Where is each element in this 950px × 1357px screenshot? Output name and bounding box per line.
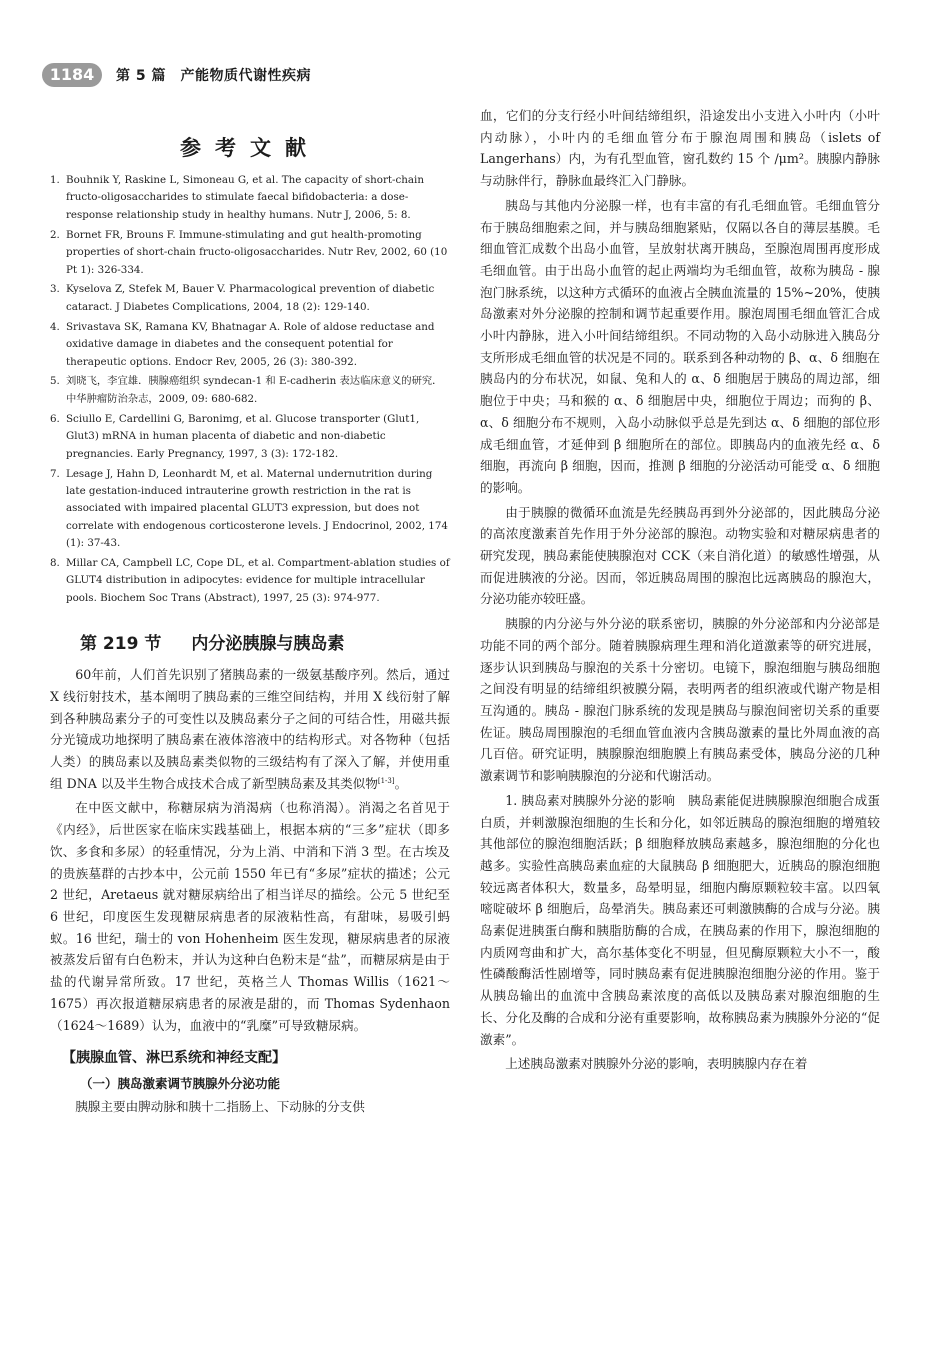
reference-item (50, 227, 450, 279)
section-title (50, 624, 450, 664)
reference-item (50, 411, 450, 463)
reference-number: 3. (50, 283, 60, 296)
reference-item (50, 373, 450, 408)
reference-item (50, 466, 450, 553)
reference-number: 4. (50, 320, 60, 333)
reference-number: 2. (50, 228, 60, 241)
reference-item (50, 172, 450, 224)
paragraph: 由于胰腺的微循环血流是先经胰岛再到外分泌部的，因此胰岛分泌的高浓度激素首先作用于外分泌部的腺泡。动物实验和对糖尿病患者的研究发现，胰岛素能使胰腺泡对 CCK（来自消化道）的敏感性增强，从而促进胰液的分泌。因而，邻近胰岛周围的腺泡比远离胰岛的腺泡大，分泌功能亦较旺盛。 (480, 504, 880, 607)
page-number-badge: 1184 (42, 63, 102, 87)
reference-text: Srivastava SK, Ramana KV, Bhatnagar A. Role of aldose reductase and oxidative damage in diabetes and the consequent potential for therapeutic options. Endocr Rev, 2005, 26 (3): 380-392. (66, 320, 435, 368)
reference-number: 7. (50, 467, 60, 480)
paragraph: 1. 胰岛素对胰腺外分泌的影响 胰岛素能促进胰腺腺泡细胞合成蛋白质，并刺激腺泡细胞的生长和分化，如邻近胰岛的腺泡细胞的增殖较其他部位的腺泡细胞活跃；β 细胞释放胰岛素越多，腺泡细胞的分化也越多。实验性高胰岛素血症的大鼠胰岛 β 细胞肥大，近胰岛的腺泡细胞较远离者体积大，数量多，岛晕明显，细胞内酶原颗粒较丰富。以四氧嘧啶破坏 β 细胞后，岛晕消失。胰岛素还可刺激胰酶的合成与分泌。胰岛素促进胰蛋白酶和胰脂肪酶的合成，在胰岛素的作用下，腺泡细胞的内质网弯曲和扩大，高尔基体变化不明显，但见酶原颗粒大小不一，酸性磷酸酶活性剧增等，同时胰岛素有促进胰腺泡细胞分泌的作用。鉴于从胰岛输出的血流中含胰岛素浓度的高低以及胰岛素对腺泡细胞的生长、分化及酶的合成和分泌有重要影响，故称胰岛素为胰腺外分泌的“促激素”。 (480, 792, 880, 1047)
paragraph: 在中医文献中，称糖尿病为消渴病（也称消渴）。消渴之名首见于《内经》，后世医家在临床实践基础上，根据本病的“三多”症状（即多饮、多食和多尿）的轻重情况，分为上消、中消和下消 3 型。在古埃及的贵族墓群的古抄本中，公元前 1550 年已有“多尿”症状的描述；公元 2 世纪，Aretaeus 就对糖尿病给出了相当详尽的描绘。公元 5 世纪至 6 世纪，印度医生发现糖尿病患者的尿液粘性高，有甜味，易吸引蚂蚁。16 世纪，瑞士的 von Hohenheim 医生发现，糖尿病患者的尿液被蒸发后留有白色粉末，并认为这种白色粉末是“盐”，而糖尿病是由于盐的代谢异常所致。17 世纪，英格兰人 Thomas Willis（1621～1675）再次报道糖尿病患者的尿液是甜的，而 Thomas Sydenhaon（1624～1689）认为，血液中的“乳糜”可导致糖尿病。 (50, 800, 450, 1033)
reference-number: 5. (50, 375, 60, 388)
references-heading: 参考文献 (180, 135, 320, 160)
paragraph: 胰腺主要由脾动脉和胰十二指肠上、下动脉的分支供 (75, 1099, 365, 1115)
page-header (42, 62, 311, 88)
reference-number: 8. (50, 557, 60, 570)
reference-text: Lesage J, Hahn D, Leonhardt M, et al. Maternal undernutrition during late gestation-induced intrauterine growth restriction in the rat is associated with impaired placental GLUT3 expression, but does not correlate with endogenous corticosterone levels. J Endocrinol, 2002, 174 (1): 37-43. (66, 467, 448, 550)
right-column (480, 105, 880, 1078)
subsection-heading: 【胰腺血管、淋巴系统和神经支配】 (62, 1050, 286, 1067)
paragraph: 胰腺的内分泌与外分泌的联系密切，胰腺的外分泌部和内分泌部是功能不同的两个部分。随着胰腺病理生理和消化道激素等的研究进展，逐步认识到胰岛与腺泡的关系十分密切。电镜下，腺泡细胞与胰岛细胞之间没有明显的结缔组织被膜分隔，表明两者的组织液或代谢产物是相互沟通的。胰岛 - 腺泡门脉系统的发现是胰岛与腺泡间密切关系的重要佐证。胰岛周围腺泡的毛细血管血液内含胰岛激素的量比外周血液的高几百倍。研究证明，胰腺腺泡细胞膜上有胰岛素受体，胰岛分泌的几种激素调节和影响胰腺泡的分泌和代谢活动。 (480, 616, 880, 784)
reference-item (50, 319, 450, 371)
reference-list (50, 172, 450, 607)
section-name: 内分泌胰腺与胰岛素 (191, 634, 345, 655)
citation: [1-3] (377, 776, 395, 785)
subsubsection-heading: （一）胰岛激素调节胰腺外分泌功能 (80, 1076, 281, 1092)
paragraph: 60年前，人们首先识别了猪胰岛素的一级氨基酸序列。然后，通过 X 线衍射技术，基本阐明了胰岛素的三维空间结构，并用 X 线衍射了解到各种胰岛素分子的可变性以及胰岛素分子之间的可结合性，用磁共振分光镜成功地探明了胰岛素在液体溶液中的结构形式。对各物种（包括人类）的胰岛素以及胰岛素类似物的三级结构有了深入了解，并使用重组 DNA 以及半生物合成技术合成了新型胰岛素及其类似物[1-3]。 (50, 667, 450, 791)
part-title: 第 5 篇 产能物质代谢性疾病 (116, 68, 311, 84)
paragraph: 上述胰岛激素对胰腺外分泌的影响，表明胰腺内存在着 (505, 1056, 808, 1072)
section-number: 第 219 节 (80, 634, 162, 655)
reference-text: Kyselova Z, Stefek M, Bauer V. Pharmacological prevention of diabetic cataract. J Diabetes Complications, 2004, 18 (2): 129-140. (66, 283, 435, 313)
reference-text: 刘晓飞，李宜雄．胰腺癌组织 syndecan-1 和 E-cadherin 表达临床意义的研究．中华肿瘤防治杂志，2009, 09: 680-682. (66, 375, 443, 405)
reference-text: Sciullo E, Cardellini G, Baronimg, et al. Glucose transporter (Glut1, Glut3) mRNA in human placenta of diabetic and non-diabetic pregnancies. Early Pregnancy, 1997, 3 (3): 172-182. (66, 412, 420, 460)
reference-text: Bornet FR, Brouns F. Immune-stimulating and gut health-promoting properties of short-chain fructo-oligosaccharides. Nutr Rev, 2002, 60 (10 Pt 1): 326-334. (66, 228, 448, 276)
left-column (50, 128, 450, 1121)
reference-text: Bouhnik Y, Raskine L, Simoneau G, et al. The capacity of short-chain fructo-oligosaccharides to stimulate faecal bifidobacteria: a dose-response relationship study in healthy humans. Nutr J, 2006, 5: 8. (66, 174, 424, 221)
reference-text: Millar CA, Campbell LC, Cope DL, et al. Compartment-ablation studies of GLUT4 distribution in adipocytes: evidence for multiple intracellular pools. Biochem Soc Trans (Abstract), 1997, 25 (3): 974-977. (66, 557, 450, 604)
reference-item (50, 281, 450, 316)
reference-item (50, 555, 450, 607)
paragraph: 胰岛与其他内分泌腺一样，也有丰富的有孔毛细血管。毛细血管分布于胰岛细胞索之间，并与胰岛细胞紧贴，仅隔以各自的薄层基膜。毛细血管汇成数个出岛小血管，呈放射状离开胰岛，至腺泡周围再度形成毛细血管。由于出岛小血管的起止两端均为毛细血管，故称为胰岛 - 腺泡门脉系统，以这种方式循环的血液占全胰血流量的 15%~20%，使胰岛激素对外分泌腺的控制和调节起重要作用。腺泡周围毛细血管汇合成小叶内静脉，进入小叶间结缔组织。不同动物的入岛小动脉进入胰岛分支所形成毛细血管的状况是不同的。联系到各种动物的 β、α、δ 细胞在胰岛内的分布状况，如鼠、兔和人的 α、δ 细胞居于胰岛的周边部，细胞位于中央；马和猴的 α、δ 细胞居中央，细胞位于周边；而狗的 β、α、δ 细胞分布不规则，入岛小动脉似乎总是先到达 α、δ 细胞的部位形成毛细血管，才延伸到 β 细胞所在的部位。即胰岛内的血液先经 α、δ 细胞，再流向 β 细胞，因而，推测 β 细胞的分泌活动可能受 α、δ 细胞的影响。 (480, 197, 880, 495)
reference-number: 1. (50, 174, 60, 186)
reference-number: 6. (50, 412, 60, 425)
paragraph: 血，它们的分支行经小叶间结缔组织，沿途发出小支进入小叶内（小叶内动脉），小叶内的毛细血管分布于腺泡周围和胰岛（islets of Langerhans）内，为有孔型血管，窗孔数约 15 个 /μm²。胰腺内静脉与动脉伴行，静脉血最终汇入门静脉。 (480, 108, 880, 189)
